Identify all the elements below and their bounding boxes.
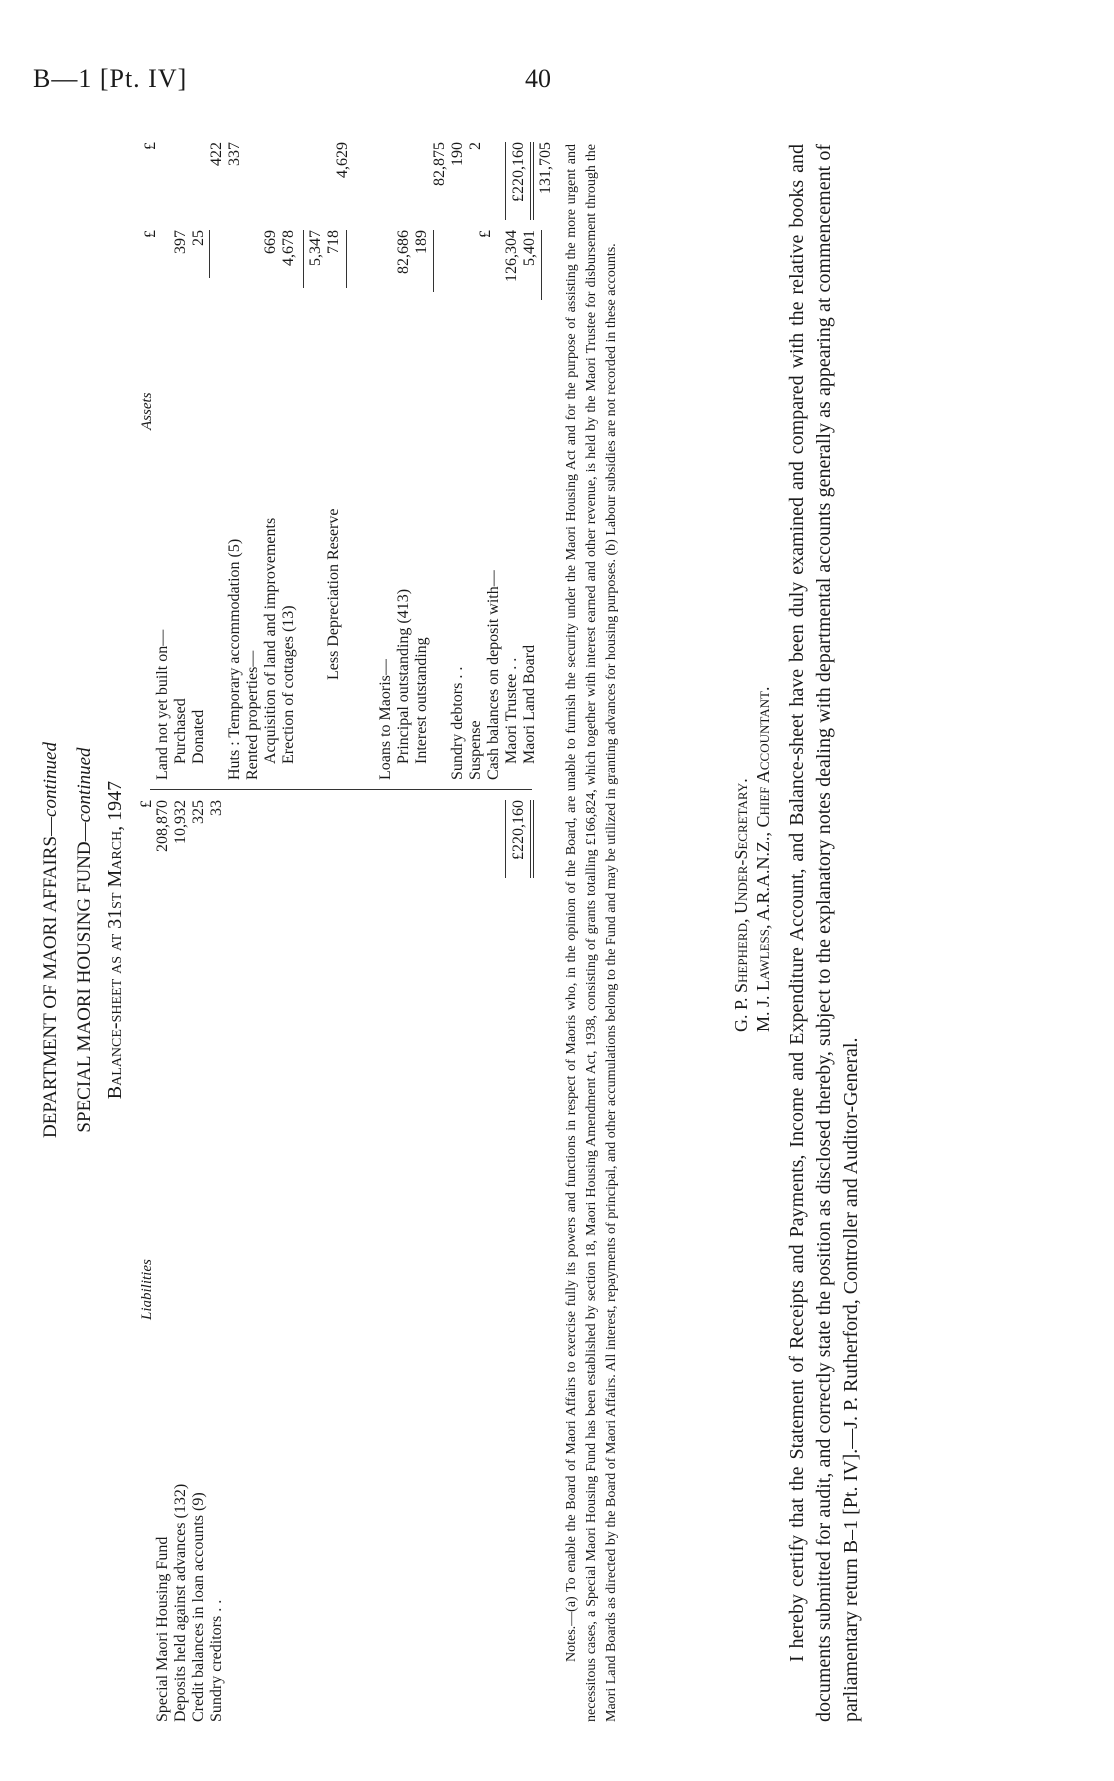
asset-rented-total: 4,629 bbox=[334, 142, 351, 178]
liabilities-heading: Liabilities bbox=[139, 1259, 155, 1320]
loans-rule bbox=[433, 230, 434, 292]
department-continued: continued bbox=[40, 742, 61, 817]
liabilities-currency: £ bbox=[138, 800, 155, 808]
asset-trustee-amount: 126,304 bbox=[503, 230, 520, 282]
notes-paragraph: Notes.—(a) To enable the Board of Maori Affairs to exercise fully its powers and functions in respect of Maoris who, in the opinion of the Board, are unable to furnish the security under the Maori Housing Act and for the purpose of assisting the more urgent and necessitous cases, a Special Maori Housing Fund has been established by section 18, Maori Housing Amendment Act, 1938, consisting of grants totalling £166,824, which together with interest earned and other revenue, is held by the Maori Trustee for disbursement through the Maori Land Boards as directed by the Board of Maori Affairs. All interest, repayments of principal, and other accumulations belong to the Fund and may be utilized in granting advances for housing purposes. (b) Labour subsidies are not recorded in these accounts. bbox=[564, 144, 619, 1722]
asset-cash-currency: £ bbox=[477, 230, 494, 238]
asset-cash-total: 131,705 bbox=[537, 142, 554, 194]
asset-suspense-total: 2 bbox=[467, 142, 484, 150]
page-number: 40 bbox=[525, 64, 551, 93]
asset-debtors-total: 190 bbox=[449, 142, 466, 166]
rented-sum-rule bbox=[303, 230, 304, 288]
asset-acquisition-label: Acquisition of land and improvements bbox=[262, 517, 279, 764]
asset-land-board-label: Maori Land Board bbox=[521, 644, 538, 764]
asset-loans-total: 82,875 bbox=[431, 142, 448, 186]
asset-trustee-label: Maori Trustee . . bbox=[503, 657, 520, 764]
report-reference: B—1 [Pt. IV] bbox=[33, 64, 188, 93]
liability-label-fund: Special Maori Housing Fund bbox=[154, 1536, 171, 1722]
asset-rented-subtotal: 5,347 bbox=[307, 230, 324, 266]
department-title bbox=[42, 140, 60, 1740]
center-divider bbox=[150, 789, 532, 790]
asset-huts-total: 337 bbox=[226, 142, 243, 166]
liability-amount-fund: 208,870 bbox=[154, 800, 171, 852]
assets-outer-currency: £ bbox=[142, 142, 159, 150]
assets-grand-total: £220,160 bbox=[510, 142, 527, 202]
asset-erection-amount: 4,678 bbox=[280, 230, 297, 266]
asset-depreciation-label: Less Depreciation Reserve bbox=[325, 508, 342, 680]
asset-rented-heading: Rented properties— bbox=[244, 650, 261, 780]
asset-purchased-label: Purchased bbox=[172, 698, 189, 764]
liability-label-creditors: Sundry creditors . . bbox=[208, 1599, 225, 1722]
sheet-title: Balance-sheet as at 31st March, 1947 bbox=[104, 780, 126, 1100]
fund-title bbox=[76, 140, 94, 1740]
asset-donated-label: Donated bbox=[190, 709, 207, 764]
department-name: DEPARTMENT OF MAORI AFFAIRS— bbox=[40, 816, 61, 1138]
audit-certificate: I hereby certify that the Statement of Receipts and Payments, Income and Expenditure Account, and Balance-sheet have been duly examined and compared with the relative books and documents submitted for audit, and correctly state the position as disclosed thereby, subject to the explanatory notes dealing with departmental accounts generally as appearing at commencement of parliamentary return B–1 [Pt. IV].—J. P. Rutherford, Controller and Auditor-General. bbox=[786, 144, 862, 1722]
depreciation-rule bbox=[346, 230, 347, 288]
asset-depreciation-amount: 718 bbox=[325, 230, 342, 254]
asset-loans-heading: Loans to Maoris— bbox=[377, 659, 394, 780]
asset-interest-label: Interest outstanding bbox=[413, 637, 430, 764]
assets-double-rule-2 bbox=[533, 142, 534, 220]
asset-acquisition-amount: 669 bbox=[262, 230, 279, 254]
asset-interest-amount: 189 bbox=[413, 230, 430, 254]
asset-suspense-label: Suspense bbox=[467, 720, 484, 780]
signature-chief-accountant: M. J. Lawless, A.R.A.N.Z., Chief Accountant. bbox=[753, 686, 773, 1032]
assets-inner-currency: £ bbox=[142, 230, 159, 238]
assets-double-rule-1 bbox=[530, 142, 531, 220]
fund-continued: continued bbox=[74, 747, 95, 823]
asset-land-board-amount: 5,401 bbox=[521, 230, 538, 266]
liabilities-double-rule-2 bbox=[533, 800, 534, 878]
asset-land-heading: Land not yet built on— bbox=[154, 629, 171, 780]
liability-amount-deposits: 10,932 bbox=[172, 800, 189, 844]
asset-debtors-label: Sundry debtors . . bbox=[449, 666, 466, 780]
liability-label-deposits: Deposits held against advances (132) bbox=[172, 1483, 189, 1722]
assets-heading: Assets bbox=[139, 392, 155, 430]
cash-rule bbox=[541, 230, 542, 300]
asset-cash-heading: Cash balances on deposit with— bbox=[485, 570, 502, 780]
signature-under-secretary: G. P. Shepherd, Under-Secretary. bbox=[731, 778, 751, 1032]
liabilities-total-rule bbox=[505, 800, 506, 878]
assets-total-rule bbox=[505, 142, 506, 220]
asset-land-total: 422 bbox=[208, 142, 225, 166]
asset-principal-label: Principal outstanding (413) bbox=[395, 588, 412, 764]
fund-name: SPECIAL MAORI HOUSING FUND— bbox=[74, 822, 95, 1133]
asset-purchased-amount: 397 bbox=[172, 230, 189, 254]
asset-huts-label: Huts : Temporary accommodation (5) bbox=[226, 538, 243, 780]
asset-erection-label: Erection of cottages (13) bbox=[280, 605, 297, 764]
asset-principal-amount: 82,686 bbox=[395, 230, 412, 274]
liability-amount-credit: 325 bbox=[190, 800, 207, 824]
asset-donated-amount: 25 bbox=[190, 230, 207, 246]
liabilities-total: £220,160 bbox=[510, 800, 527, 860]
liabilities-double-rule-1 bbox=[530, 800, 531, 878]
liability-amount-creditors: 33 bbox=[208, 800, 225, 816]
rotated-balance-sheet bbox=[0, 140, 1000, 1740]
liability-label-credit: Credit balances in loan accounts (9) bbox=[190, 1492, 207, 1722]
land-sum-rule bbox=[209, 230, 210, 278]
